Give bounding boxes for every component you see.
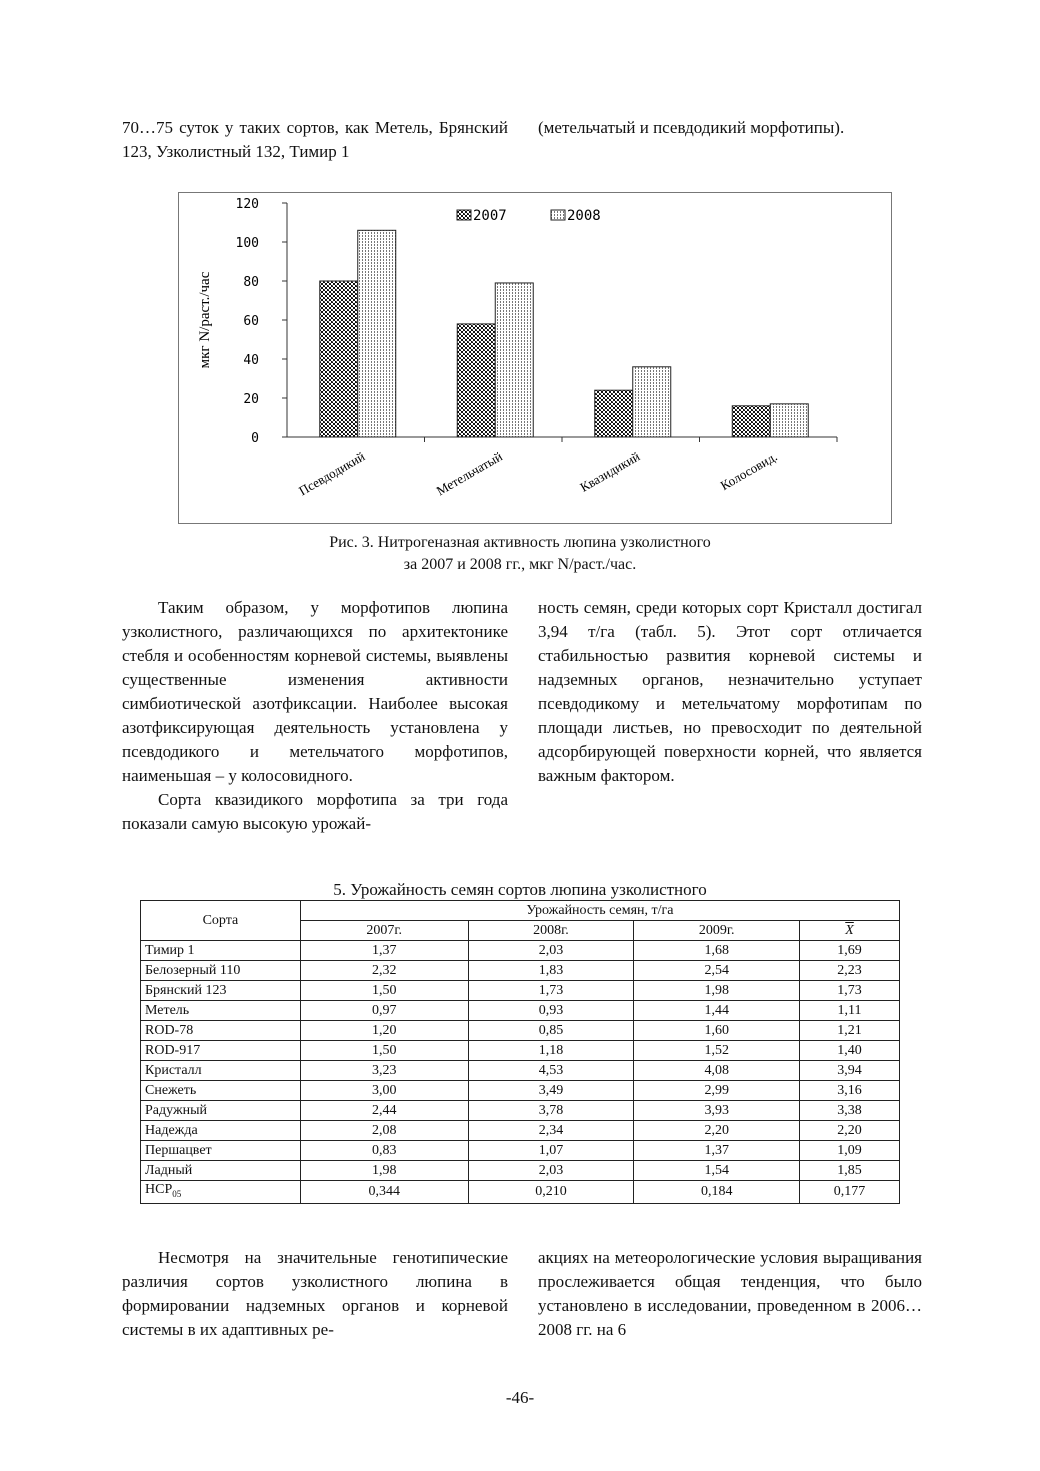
cell-value: 1,20 (300, 1021, 468, 1041)
bar-2008-2 (633, 367, 671, 437)
cell-value: 0,93 (468, 1001, 634, 1021)
row-label: ROD-917 (141, 1041, 301, 1061)
header-yield: Урожайность семян, т/га (300, 901, 899, 921)
cell-value: 3,16 (800, 1081, 900, 1101)
cell-value: 1,73 (468, 981, 634, 1001)
paragraph: Сорта квазидикого морфотипа за три года показали самую высокую урожай- (122, 790, 508, 833)
cell-value: 2,03 (468, 1161, 634, 1181)
bar-2008-3 (770, 404, 808, 437)
table-row (141, 1021, 900, 1041)
row-label: Метель (141, 1001, 301, 1021)
cell-value: 1,98 (634, 981, 800, 1001)
x-tick-label: Псевдодикий (296, 448, 368, 499)
cell-value: 2,99 (634, 1081, 800, 1101)
cell-value: 1,83 (468, 961, 634, 981)
cell-value: 1,52 (634, 1041, 800, 1061)
cell-value: 1,54 (634, 1161, 800, 1181)
bar-2007-2 (595, 390, 633, 437)
legend-swatch-2008 (551, 210, 565, 220)
cell-value: 3,78 (468, 1101, 634, 1121)
text-top-left (122, 116, 508, 164)
bar-2008-0 (358, 230, 396, 437)
paragraph: ность семян, среди которых сорт Кристалл достигал 3,94 т/га (табл. 5). Этот сорт отличается стабильностью развития корневой системы и надземных органов, незначительно уступает псевдодикому и метельчатому морфотипам по площади листьев, но превосходит по деятельной адсорбирующей поверхности корней, что является важным фактором. (538, 598, 922, 785)
bar-2008-1 (495, 283, 533, 437)
cell-value: 1,09 (800, 1141, 900, 1161)
cell-value: 1,40 (800, 1041, 900, 1061)
cell-value: 1,85 (800, 1161, 900, 1181)
cell-value: 3,00 (300, 1081, 468, 1101)
y-tick-label: 0 (251, 431, 259, 446)
cell-value: 2,08 (300, 1121, 468, 1141)
table-row (141, 1061, 900, 1081)
cell-value: 1,44 (634, 1001, 800, 1021)
cell-value: 2,20 (800, 1121, 900, 1141)
cell-value: 3,93 (634, 1101, 800, 1121)
y-axis-label: мкг N/раст./час (197, 271, 213, 369)
cell-value: 1,60 (634, 1021, 800, 1041)
cell-value: 1,50 (300, 1041, 468, 1061)
figure-caption (250, 532, 790, 576)
y-tick-label: 20 (243, 392, 259, 407)
cell-value: 2,34 (468, 1121, 634, 1141)
header-year: 2007г. (300, 921, 468, 941)
row-label: Тимир 1 (141, 941, 301, 961)
row-label: Надежда (141, 1121, 301, 1141)
bar-2007-1 (457, 324, 495, 437)
cell-value: 1,18 (468, 1041, 634, 1061)
x-tick-label: Квазидикий (577, 448, 643, 495)
cell-value: 3,38 (800, 1101, 900, 1121)
table-row (141, 1121, 900, 1141)
cell-value: 0,344 (300, 1181, 468, 1204)
table-row (141, 1001, 900, 1021)
legend-swatch-2007 (457, 210, 471, 220)
cell-value: 1,07 (468, 1141, 634, 1161)
table-row (141, 1181, 900, 1204)
cell-value: 1,98 (300, 1161, 468, 1181)
cell-value: 3,49 (468, 1081, 634, 1101)
cell-value: 0,85 (468, 1021, 634, 1041)
bar-2007-0 (320, 281, 358, 437)
row-label: Першацвет (141, 1141, 301, 1161)
figure-chart (178, 192, 892, 524)
x-tick-label: Колосовид. (717, 448, 780, 494)
caption-line: Рис. 3. Нитрогеназная активность люпина узколистного (329, 534, 711, 551)
cell-value: 1,21 (800, 1021, 900, 1041)
table-title: 5. Урожайность семян сортов люпина узколистного (333, 880, 707, 899)
cell-value: 2,54 (634, 961, 800, 981)
table-row (141, 1041, 900, 1061)
cell-value: 2,44 (300, 1101, 468, 1121)
header-year: 2009г. (634, 921, 800, 941)
text-mid-right (538, 596, 922, 788)
cell-value: 1,73 (800, 981, 900, 1001)
row-label: Брянский 123 (141, 981, 301, 1001)
table-row (141, 1101, 900, 1121)
cell-value: 0,83 (300, 1141, 468, 1161)
cell-value: 2,32 (300, 961, 468, 981)
header-sort: Сорта (141, 901, 301, 941)
cell-value: 2,23 (800, 961, 900, 981)
table-row (141, 981, 900, 1001)
table-row (141, 1161, 900, 1181)
row-label: Ладный (141, 1161, 301, 1181)
cell-value: 0,210 (468, 1181, 634, 1204)
row-label: ROD-78 (141, 1021, 301, 1041)
cell-value: 2,20 (634, 1121, 800, 1141)
cell-value: 1,50 (300, 981, 468, 1001)
paragraph: 70…75 суток у таких сортов, как Метель, Брянский 123, Узколистный 132, Тимир 1 (122, 118, 508, 161)
paragraph: Несмотря на значительные генотипические различия сортов узколистного люпина в формировании надземных органов и корневой системы в их адаптивных ре- (122, 1248, 508, 1339)
table-row (141, 1081, 900, 1101)
page-number: -46- (505, 1388, 535, 1407)
paragraph: (метельчатый и псевдодикий морфотипы). (538, 118, 845, 137)
cell-value: 4,53 (468, 1061, 634, 1081)
text-bottom-left (122, 1246, 508, 1342)
y-tick-label: 100 (235, 236, 259, 251)
row-label: Радужный (141, 1101, 301, 1121)
table-row (141, 941, 900, 961)
y-tick-label: 80 (243, 275, 259, 290)
cell-value: 0,97 (300, 1001, 468, 1021)
cell-value: 4,08 (634, 1061, 800, 1081)
cell-value: 1,37 (300, 941, 468, 961)
bar-2007-3 (732, 406, 770, 437)
legend-label-2008: 2008 (567, 208, 601, 224)
text-mid-left (122, 596, 508, 836)
cell-value: 1,11 (800, 1001, 900, 1021)
caption-line: за 2007 и 2008 гг., мкг N/раст./час. (403, 556, 637, 573)
table-row (141, 1141, 900, 1161)
table-row (141, 961, 900, 981)
cell-value: 1,68 (634, 941, 800, 961)
text-bottom-right (538, 1246, 922, 1342)
yield-table (140, 900, 900, 1204)
y-tick-label: 40 (243, 353, 259, 368)
header-year: 2008г. (468, 921, 634, 941)
y-tick-label: 120 (235, 197, 259, 212)
y-tick-label: 60 (243, 314, 259, 329)
text-top-right (538, 116, 922, 140)
row-label: Снежеть (141, 1081, 301, 1101)
cell-value: 2,03 (468, 941, 634, 961)
cell-value: 0,177 (800, 1181, 900, 1204)
cell-value: 3,23 (300, 1061, 468, 1081)
x-tick-label: Метельчатый (433, 448, 505, 499)
row-label: $НСР_{05}$ (141, 1181, 301, 1204)
row-label: Белозерный 110 (141, 961, 301, 981)
paragraph: Таким образом, у морфотипов люпина узколистного, различающихся по архитектонике стебля и особенностям корневой системы, выявлены существенные изменения активности симбиотической азотфиксации. Наиболее высокая азотфиксирующая деятельность установлена у псевдодикого и метельчатого морфотипов, наименьшая – у колосовидного. (122, 598, 508, 785)
paragraph: акциях на метеорологические условия выращивания прослеживается общая тенденция, что было установлено в исследовании, проведенном в 2006…2008 гг. на 6 (538, 1248, 922, 1339)
cell-value: 1,69 (800, 941, 900, 961)
cell-value: 0,184 (634, 1181, 800, 1204)
cell-value: 3,94 (800, 1061, 900, 1081)
table-body (141, 941, 900, 1204)
bar-chart (179, 193, 891, 523)
header-mean: $\overline{X}$ (800, 921, 900, 941)
row-label: Кристалл (141, 1061, 301, 1081)
legend-label-2007: 2007 (473, 208, 507, 224)
cell-value: 1,37 (634, 1141, 800, 1161)
